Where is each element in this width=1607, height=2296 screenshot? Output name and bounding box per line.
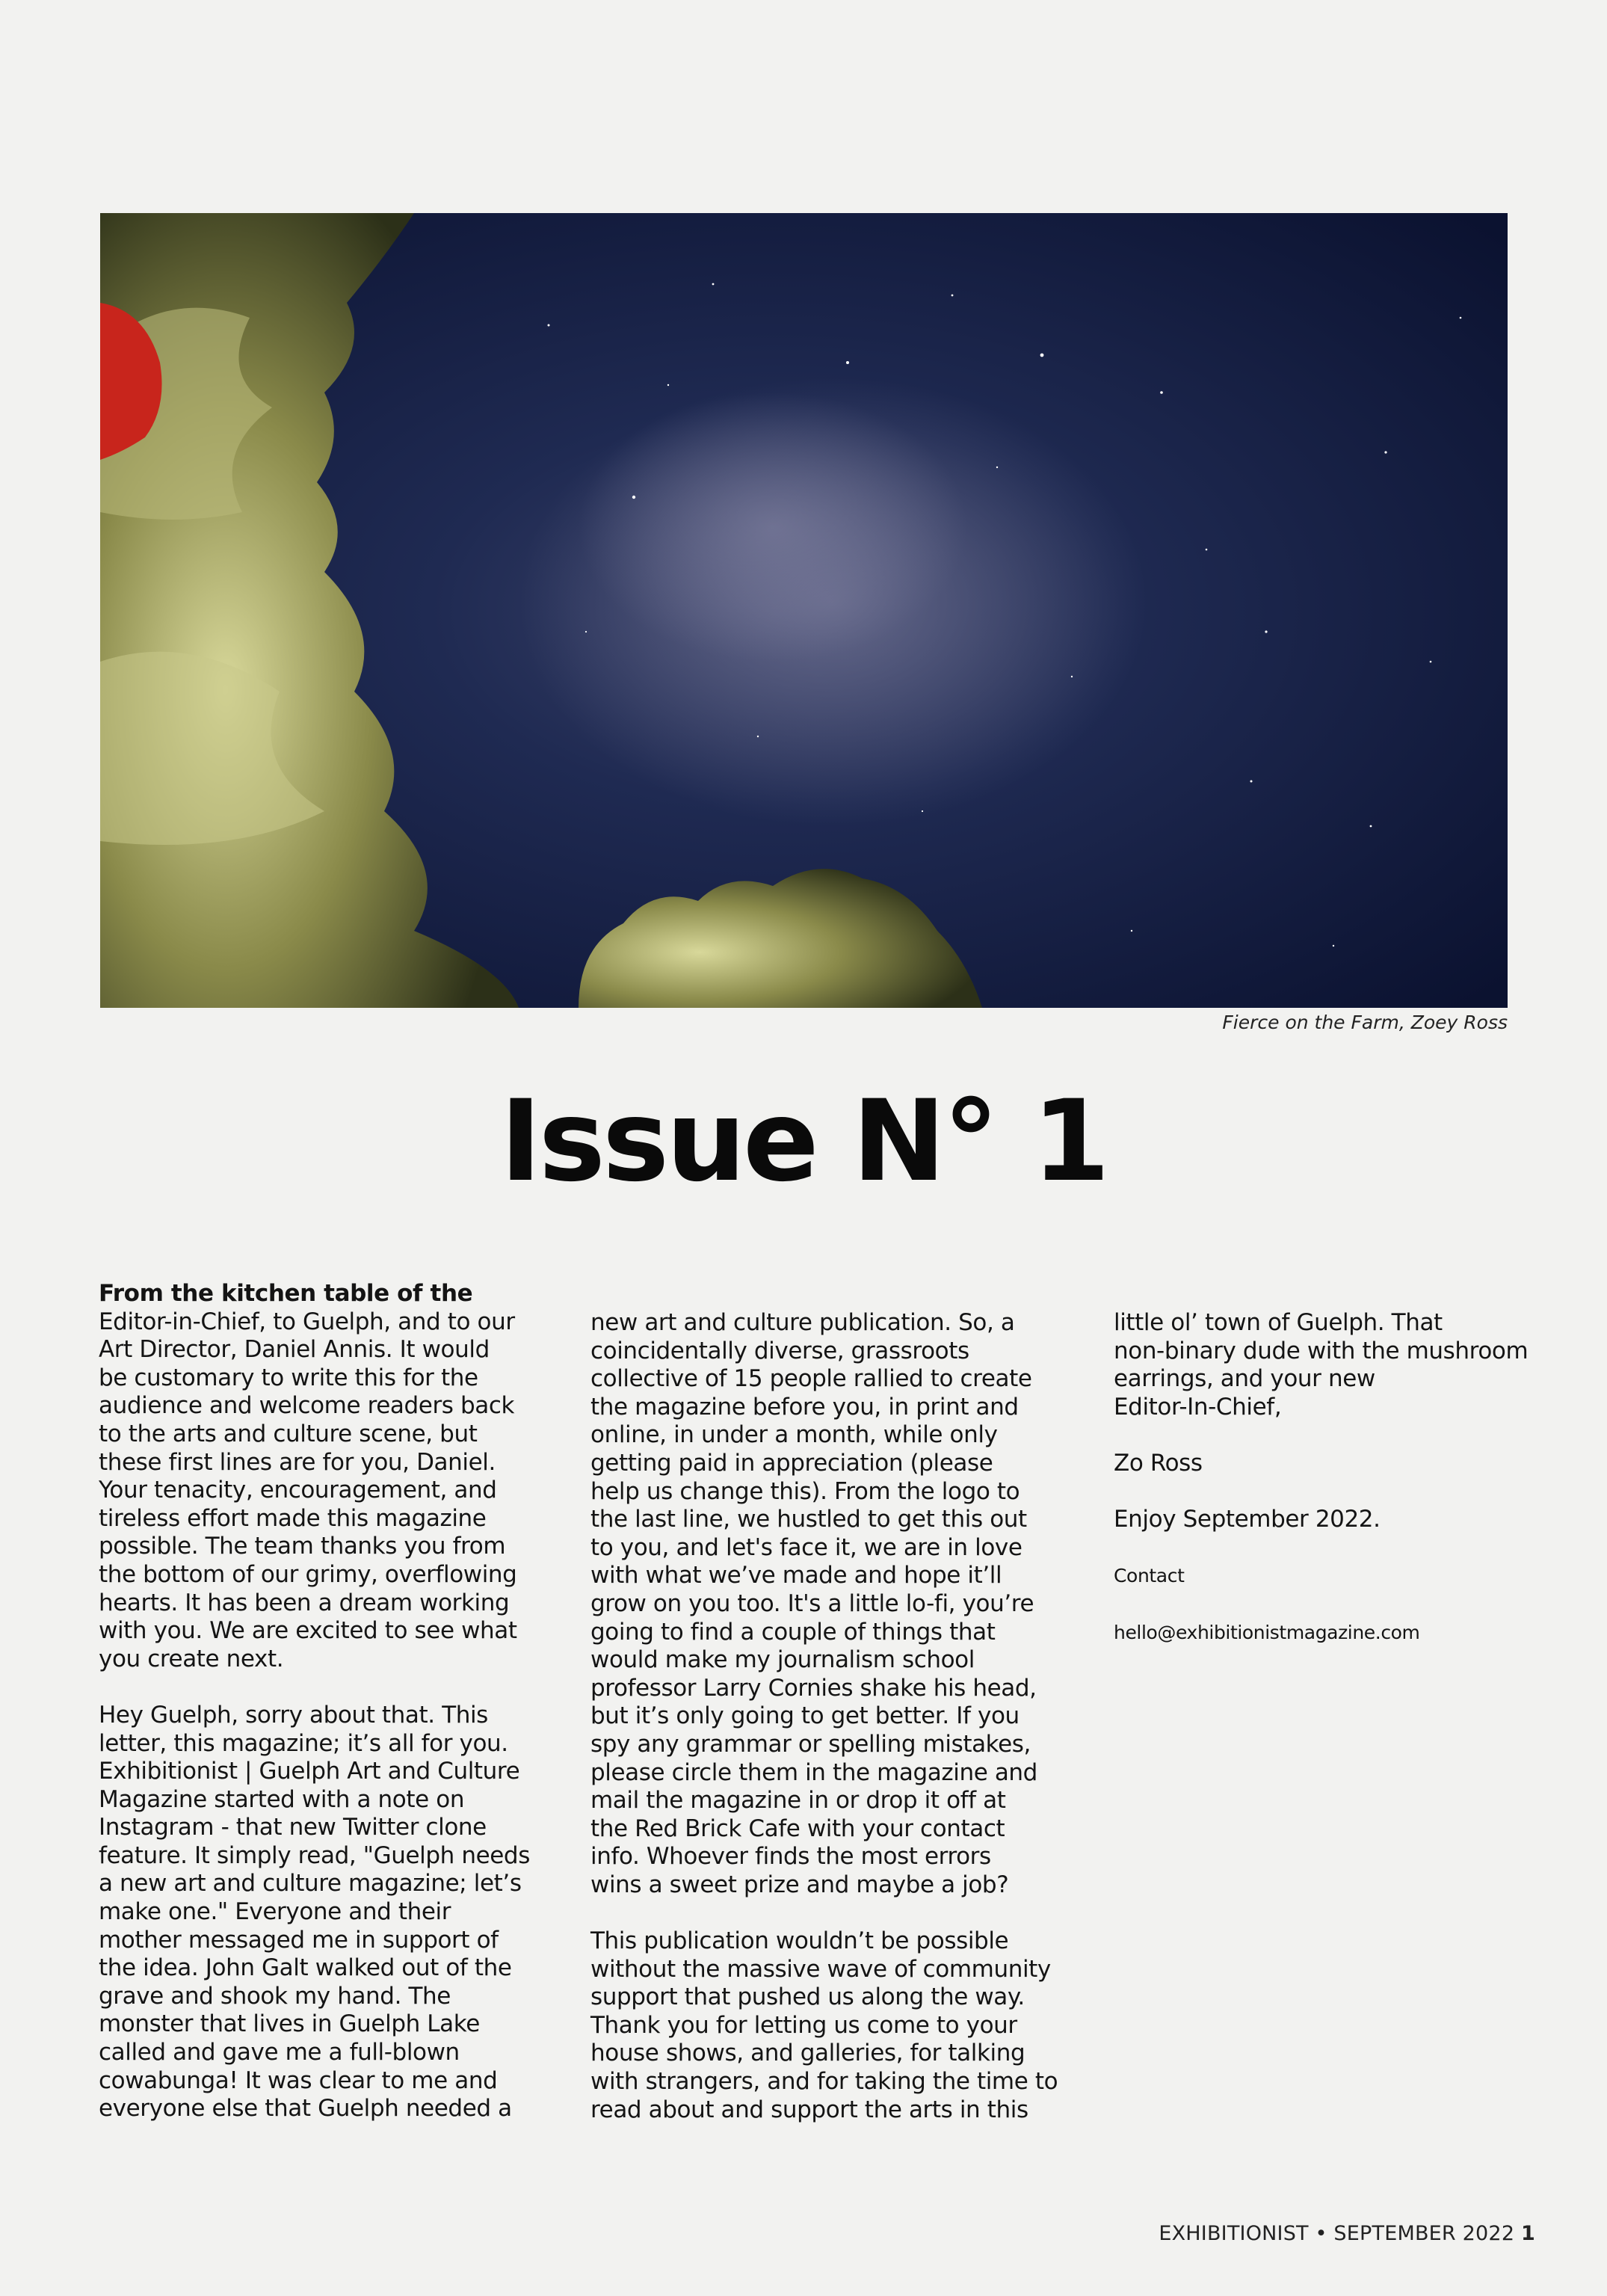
text-line: to you, and let's face it, we are in love (590, 1533, 1023, 1561)
text-line: make one." Everyone and their (99, 1898, 451, 1926)
paragraph-5 (1114, 1309, 1562, 1421)
text-line: mail the magazine in or drop it off at (590, 1787, 1006, 1815)
paragraph-4 (590, 1927, 1069, 2124)
text-line: info. Whoever finds the most errors (590, 1843, 991, 1871)
text-line: with you. We are excited to see what (99, 1617, 517, 1645)
text-line: tireless effort made this magazine (99, 1504, 487, 1532)
text-line: called and gave me a full-blown (99, 2039, 460, 2066)
signoff: Enjoy September 2022. (1114, 1506, 1381, 1533)
text-line: cowabunga! It was clear to me and (99, 2066, 498, 2094)
text-line: a new art and culture magazine; let’s (99, 1870, 522, 1898)
text-line: with what we’ve made and hope it’ll (590, 1562, 1002, 1589)
article-column-3 (1114, 1309, 1562, 1675)
text-line: non-binary dude with the mushroom (1114, 1337, 1529, 1364)
night-sky-photo-icon (100, 213, 1508, 1008)
text-line: would make my journalism school (590, 1646, 975, 1674)
text-line: with strangers, and for taking the time to (590, 2068, 1058, 2096)
text-line: Your tenacity, encouragement, and (99, 1477, 497, 1504)
text-line: you create next. (99, 1645, 284, 1672)
article-column-1 (99, 1280, 547, 2151)
text-line: grave and shook my hand. The (99, 1982, 451, 2010)
contact-email-link[interactable]: hello@exhibitionistmagazine.com (1114, 1621, 1420, 1643)
page-title: Issue N° 1 (499, 1077, 1108, 1207)
text-line: everyone else that Guelph needed a (99, 2095, 512, 2123)
text-line: monster that lives in Guelph Lake (99, 2010, 480, 2038)
text-line: house shows, and galleries, for talking (590, 2040, 1025, 2067)
text-line: to the arts and culture scene, but (99, 1420, 478, 1447)
text-line: Thank you for letting us come to your (590, 2011, 1017, 2039)
text-line: the idea. John Galt walked out of the (99, 1954, 512, 1982)
text-line: hearts. It has been a dream working (99, 1589, 510, 1616)
text-line: feature. It simply read, "Guelph needs (99, 1841, 530, 1869)
text-line: wins a sweet prize and maybe a job? (590, 1871, 1009, 1898)
text-line: Editor-In-Chief, (1114, 1393, 1282, 1421)
page-number: 1 (1521, 2222, 1535, 2245)
text-line: Exhibitionist | Guelph Art and Culture (99, 1758, 520, 1785)
paragraph-2 (99, 1702, 547, 2123)
text-line: the Red Brick Cafe with your contact (590, 1815, 1005, 1842)
text-line: collective of 15 people rallied to create (590, 1365, 1032, 1393)
text-line: support that pushed us along the way. (590, 1983, 1025, 2011)
photo-caption: Fierce on the Farm, Zoey Ross (1222, 1012, 1508, 1033)
text-line: these first lines are for you, Daniel. (99, 1448, 496, 1476)
text-line: Hey Guelph, sorry about that. This (99, 1701, 488, 1729)
text-line: spy any grammar or spelling mistakes, (590, 1730, 1031, 1758)
text-line: coincidentally diverse, grassroots (590, 1337, 969, 1364)
text-line: but it’s only going to get better. If you (590, 1702, 1020, 1730)
footer-text: EXHIBITIONIST • SEPTEMBER 2022 (1159, 2222, 1515, 2245)
text-line: going to find a couple of things that (590, 1618, 996, 1646)
text-line: be customary to write this for the (99, 1364, 478, 1391)
text-line: read about and support the arts in this (590, 2096, 1028, 2123)
text-line: new art and culture publication. So, a (590, 1309, 1015, 1336)
text-line: letter, this magazine; it’s all for you. (99, 1729, 508, 1757)
article-column-2 (590, 1309, 1069, 2152)
text-line: please circle them in the magazine and (590, 1758, 1037, 1786)
text-line: professor Larry Cornies shake his head, (590, 1674, 1037, 1702)
text-line: getting paid in appreciation (please (590, 1449, 993, 1477)
text-line: the magazine before you, in print and (590, 1393, 1019, 1421)
page-footer (1159, 2222, 1535, 2245)
text-line: Instagram - that new Twitter clone (99, 1814, 487, 1841)
text-line: Art Director, Daniel Annis. It would (99, 1336, 490, 1364)
hero-photo (100, 213, 1508, 1008)
text-line: grow on you too. It's a little lo-fi, you’re (590, 1589, 1034, 1617)
text-line: online, in under a month, while only (590, 1421, 998, 1449)
text-line: earrings, and your new (1114, 1365, 1375, 1393)
signature: Zo Ross (1114, 1449, 1203, 1477)
contact-label: Contact (1114, 1565, 1185, 1587)
lead-line: From the kitchen table of the (99, 1280, 473, 1307)
text-line: little ol’ town of Guelph. That (1114, 1309, 1443, 1336)
text-line: audience and welcome readers back (99, 1392, 515, 1420)
text-line: help us change this). From the logo to (590, 1477, 1020, 1505)
text-line: without the massive wave of community (590, 1955, 1051, 1983)
paragraph-1 (99, 1280, 547, 1673)
text-line: mother messaged me in support of (99, 1926, 499, 1954)
text-line: Magazine started with a note on (99, 1785, 465, 1813)
text-line: the bottom of our grimy, overflowing (99, 1560, 517, 1588)
text-line: the last line, we hustled to get this out (590, 1506, 1027, 1533)
text-line: possible. The team thanks you from (99, 1533, 506, 1560)
text-line: This publication wouldn’t be possible (590, 1927, 1009, 1955)
paragraph-3 (590, 1309, 1069, 1899)
text-line: Editor-in-Chief, to Guelph, and to our (99, 1308, 515, 1335)
